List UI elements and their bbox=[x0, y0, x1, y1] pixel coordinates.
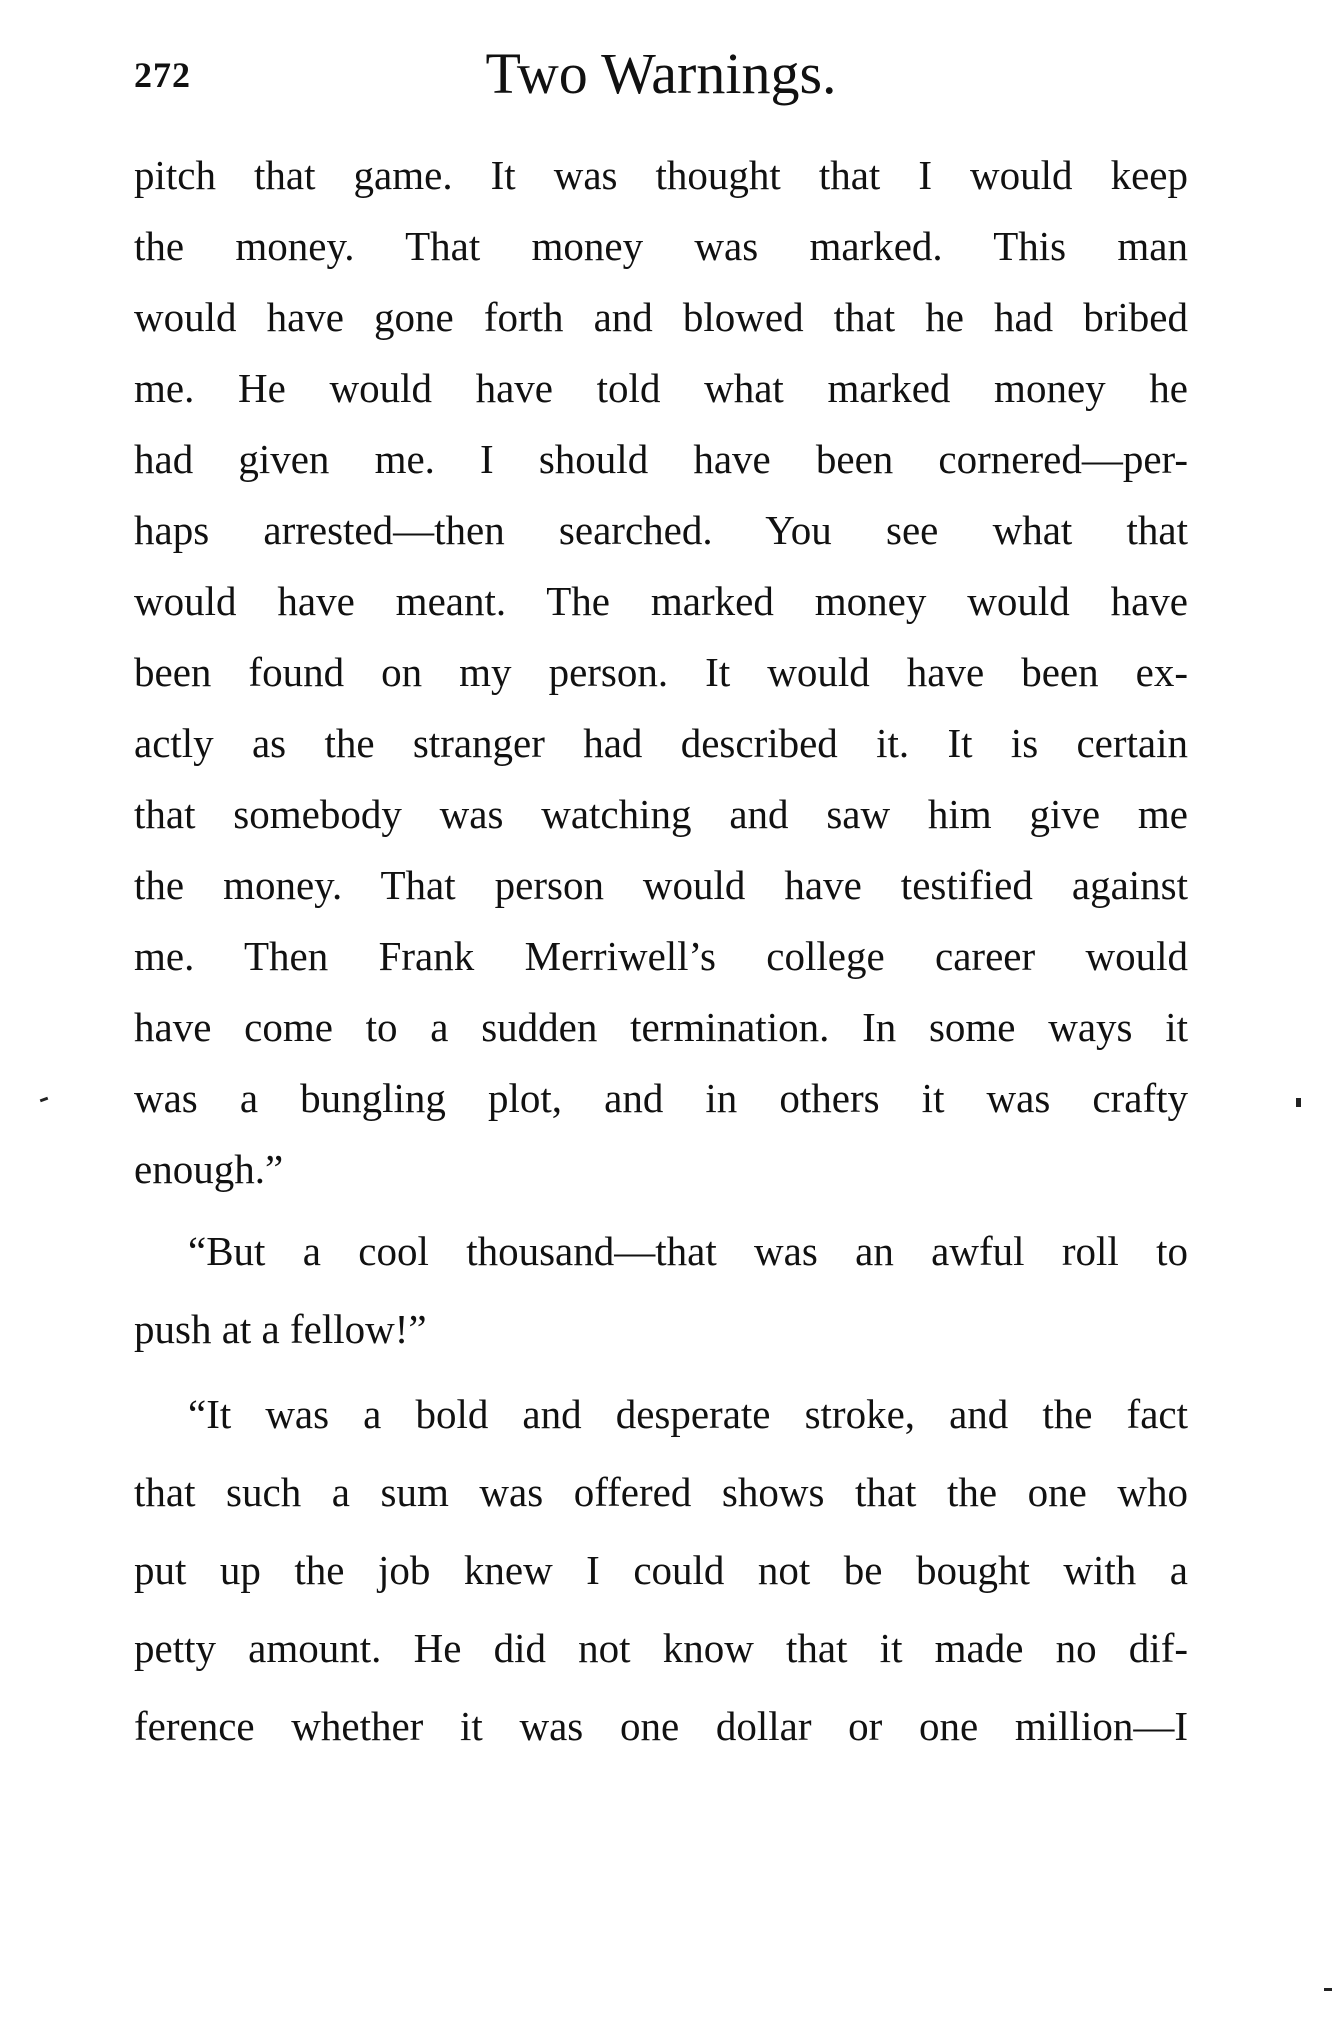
text-line: the money. That person would have testified against bbox=[134, 862, 1188, 908]
text-line: had given me. I should have been cornered—per- bbox=[134, 436, 1188, 482]
text-line: was a bungling plot, and in others it was crafty bbox=[134, 1075, 1188, 1121]
text-line: would have gone forth and blowed that he had bribed bbox=[134, 294, 1188, 340]
text-line: that such a sum was offered shows that the one who bbox=[134, 1469, 1188, 1515]
text-line: been found on my person. It would have been ex- bbox=[134, 649, 1188, 695]
text-line: put up the job knew I could not be bought with a bbox=[134, 1547, 1188, 1593]
text-line: have come to a sudden termination. In some ways it bbox=[134, 1004, 1188, 1050]
paragraph bbox=[134, 140, 1188, 1205]
text-line: enough.” bbox=[134, 1146, 284, 1192]
text-line: the money. That money was marked. This man bbox=[134, 223, 1188, 269]
text-line: “It was a bold and desperate stroke, and the fact bbox=[188, 1391, 1188, 1437]
page-title: Two Warnings. bbox=[485, 41, 837, 106]
text-line: push at a fellow!” bbox=[134, 1306, 427, 1352]
text-line: ference whether it was one dollar or one million—I bbox=[134, 1703, 1188, 1749]
text-line: haps arrested—then searched. You see what that bbox=[134, 507, 1188, 553]
text-line: pitch that game. It was thought that I would keep bbox=[134, 152, 1188, 198]
text-body bbox=[134, 140, 1188, 1765]
text-line: actly as the stranger had described it. It is certain bbox=[134, 720, 1188, 766]
paragraph bbox=[134, 1212, 1188, 1368]
paragraph bbox=[134, 1375, 1188, 1765]
text-line: would have meant. The marked money would have bbox=[134, 578, 1188, 624]
text-line: that somebody was watching and saw him give me bbox=[134, 791, 1188, 837]
text-line: petty amount. He did not know that it made no dif- bbox=[134, 1625, 1188, 1671]
scan-speck bbox=[40, 1097, 49, 1103]
text-line: me. Then Frank Merriwell’s college career would bbox=[134, 933, 1188, 979]
running-head bbox=[134, 40, 1188, 120]
text-line: “But a cool thousand—that was an awful roll to bbox=[188, 1228, 1188, 1274]
scan-speck bbox=[1296, 1098, 1301, 1107]
page-number: 272 bbox=[134, 55, 191, 95]
scan-speck bbox=[1324, 1988, 1332, 1991]
text-line: me. He would have told what marked money he bbox=[134, 365, 1188, 411]
